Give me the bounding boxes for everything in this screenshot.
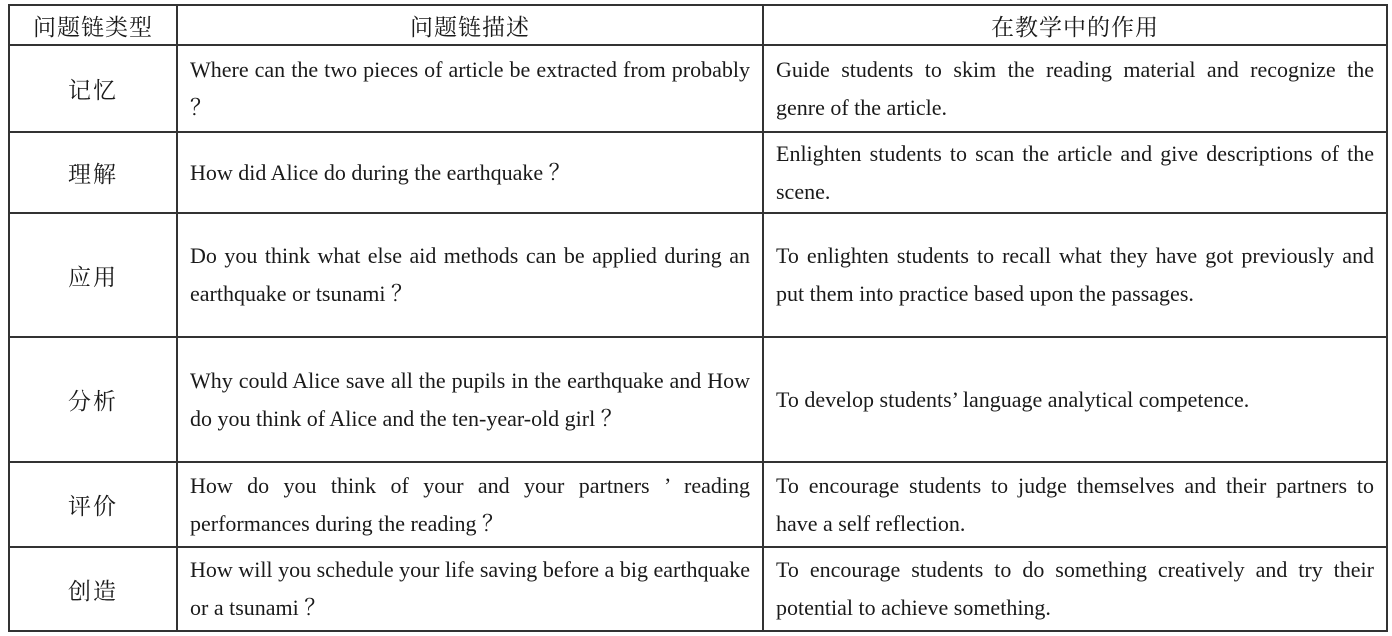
table-row <box>9 132 1387 213</box>
row-type: 分析 <box>9 337 177 462</box>
row-role: To develop students’ language analytical competence. <box>763 337 1387 462</box>
row-type: 应用 <box>9 213 177 337</box>
row-description: Why could Alice save all the pupils in the earthquake and How do you think of Alice and the ten-year-old girl ？ <box>177 337 763 462</box>
row-description: How will you schedule your life saving before a big earthquake or a tsunami ？ <box>177 547 763 631</box>
table-row <box>9 547 1387 631</box>
table-row <box>9 45 1387 132</box>
row-role: To enlighten students to recall what they have got previously and put them into practice based upon the passages. <box>763 213 1387 337</box>
row-role: Guide students to skim the reading material and recognize the genre of the article. <box>763 45 1387 132</box>
row-type: 创造 <box>9 547 177 631</box>
row-type: 评价 <box>9 462 177 547</box>
row-role: Enlighten students to scan the article and give descriptions of the scene. <box>763 132 1387 213</box>
row-description: How do you think of your and your partners ’ reading performances during the reading ？ <box>177 462 763 547</box>
row-description: Where can the two pieces of article be extracted from probably ？ <box>177 45 763 132</box>
row-role: To encourage students to do something creatively and try their potential to achieve something. <box>763 547 1387 631</box>
header-role: 在教学中的作用 <box>763 5 1387 45</box>
table-row <box>9 337 1387 462</box>
row-role: To encourage students to judge themselves and their partners to have a self reflection. <box>763 462 1387 547</box>
row-description: How did Alice do during the earthquake ？ <box>177 132 763 213</box>
question-chain-table <box>8 4 1388 632</box>
table-header-row <box>9 5 1387 45</box>
table-row <box>9 213 1387 337</box>
row-type: 记忆 <box>9 45 177 132</box>
header-description: 问题链描述 <box>177 5 763 45</box>
header-type: 问题链类型 <box>9 5 177 45</box>
row-description: Do you think what else aid methods can be applied during an earthquake or tsunami ？ <box>177 213 763 337</box>
row-type: 理解 <box>9 132 177 213</box>
table-row <box>9 462 1387 547</box>
